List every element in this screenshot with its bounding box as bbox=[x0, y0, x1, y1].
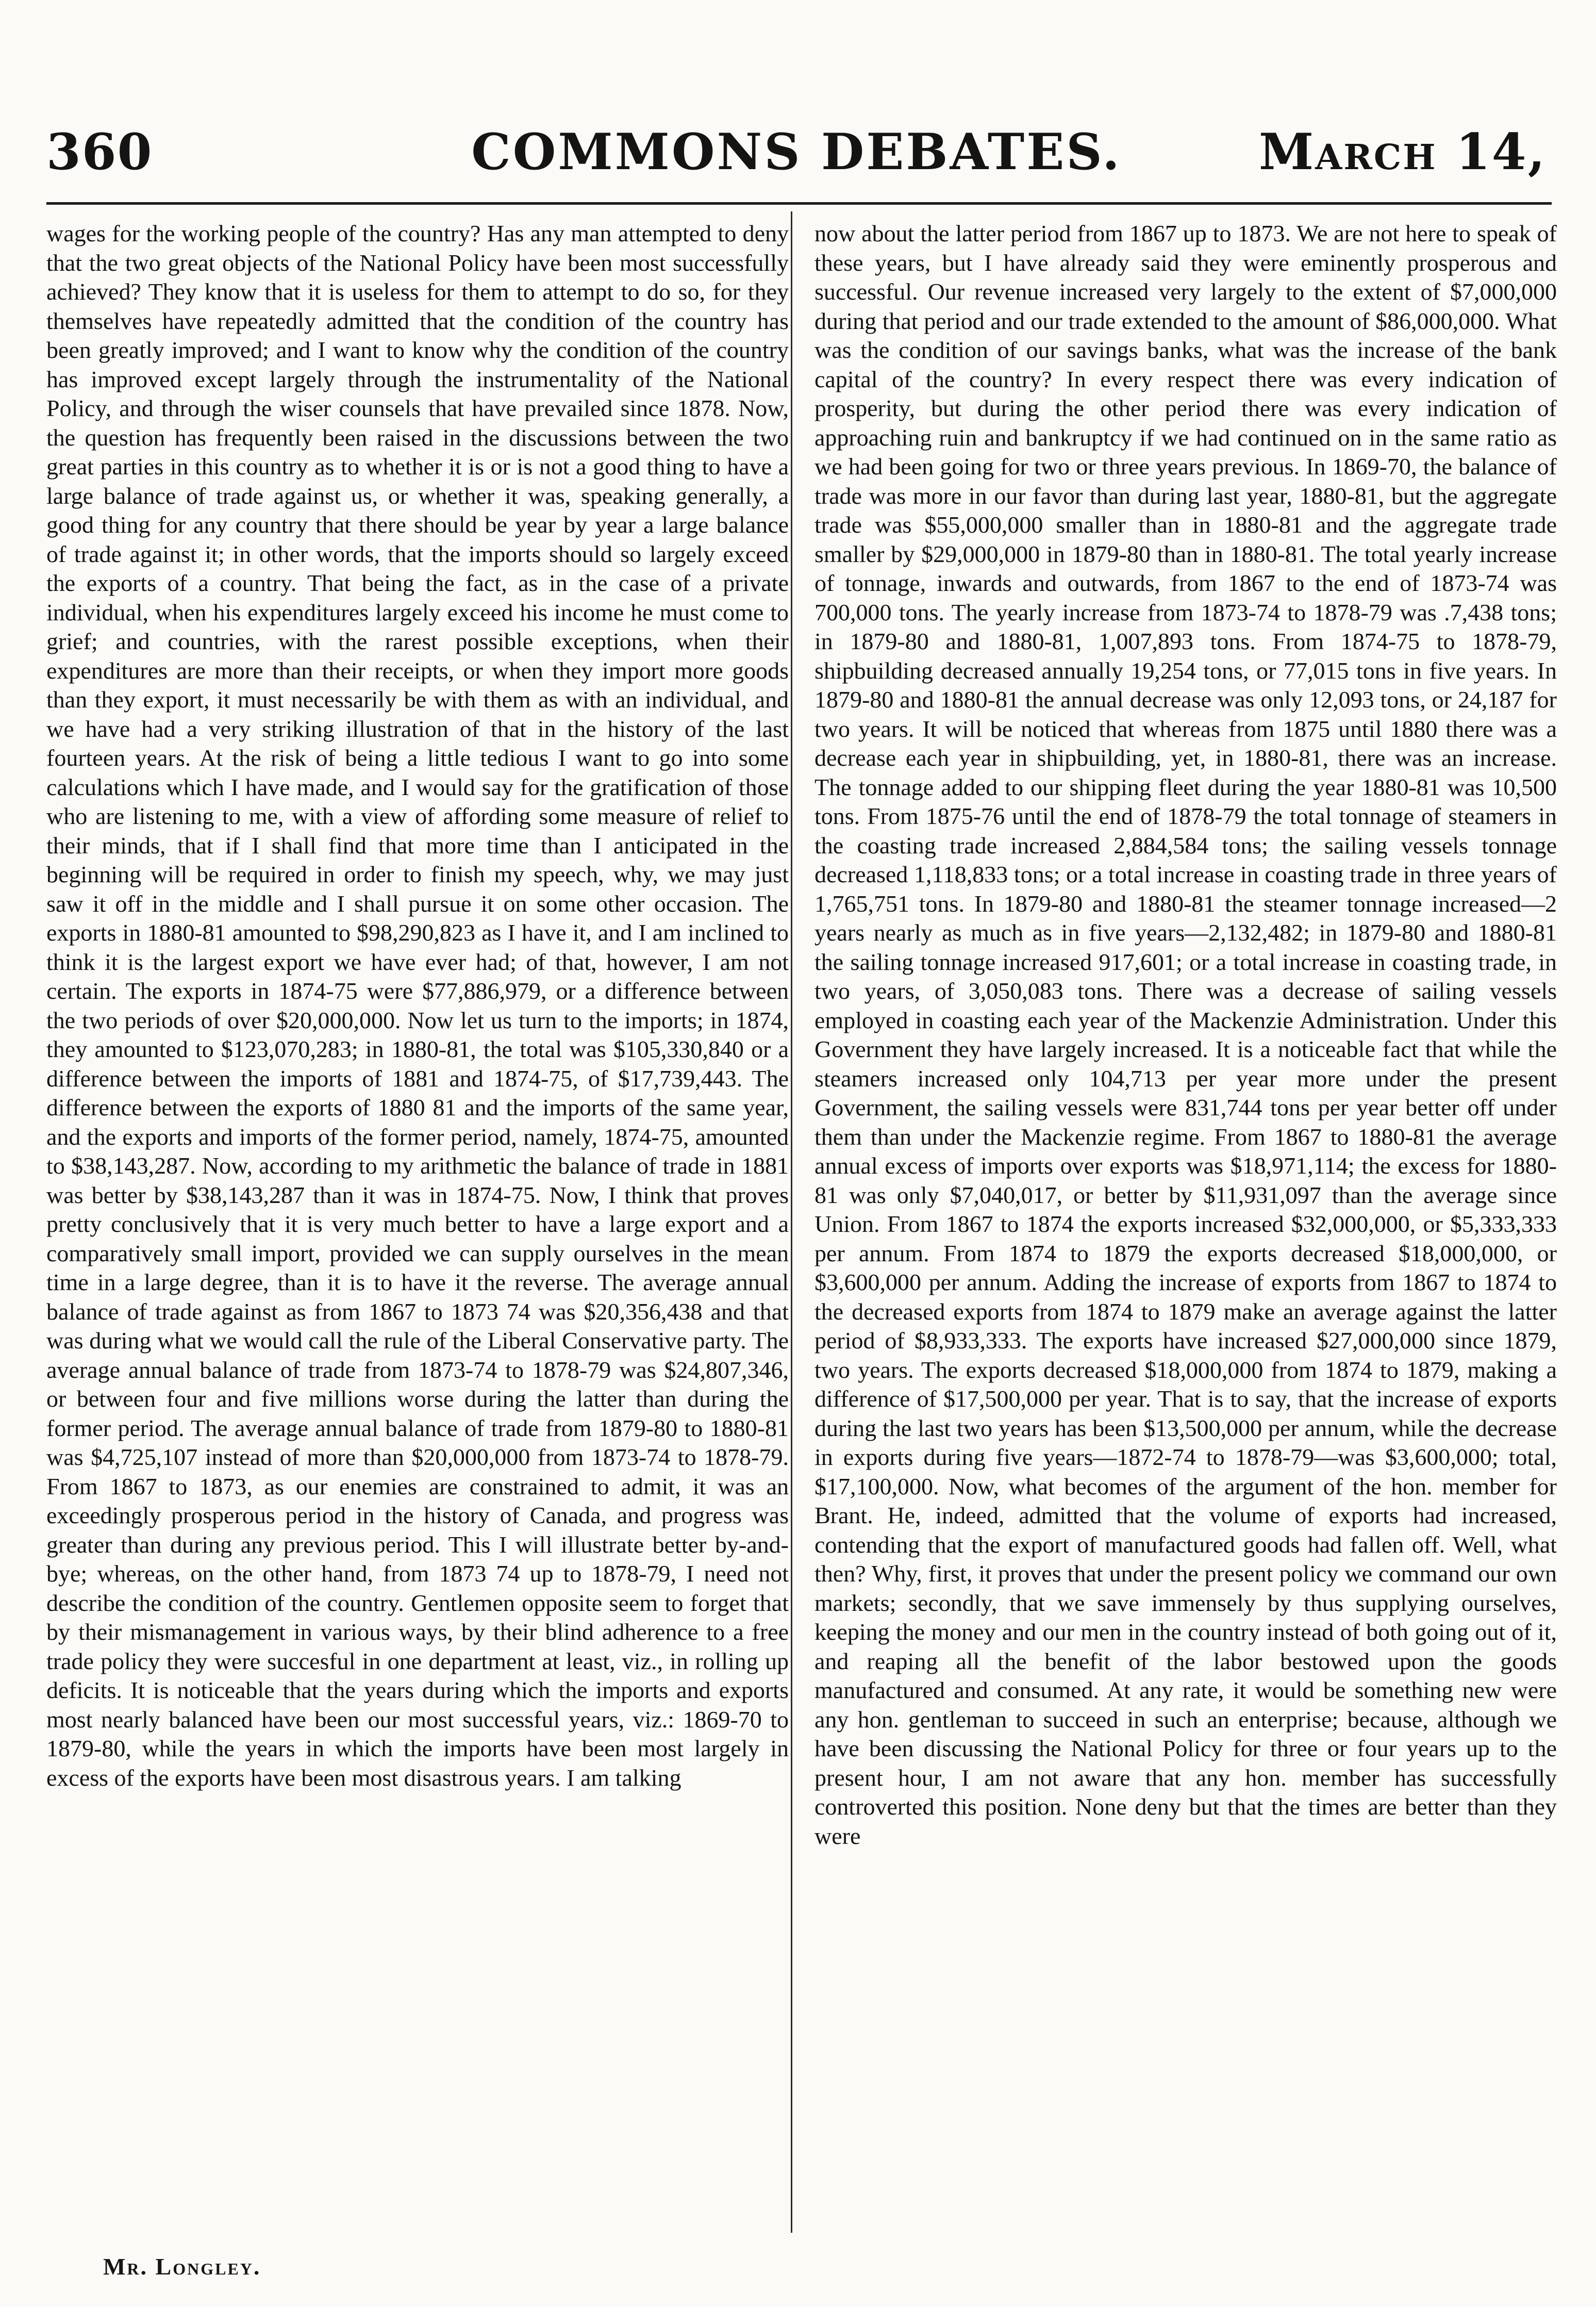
column-divider bbox=[791, 211, 792, 2233]
page-number: 360 bbox=[46, 123, 153, 181]
left-column bbox=[46, 219, 789, 2230]
left-column-text: wages for the working people of the country? Has any man attempted to deny that the two great objects of the National Policy have been most successfully achieved? They know that it is useless for them to attempt to do so, for they themselves have repeatedly admitted that the condition of the country has been greatly improved; and I want to know why the condition of the country has improved except largely through the instrumentality of the National Policy, and through the wiser counsels that have prevailed since 1878. Now, the question has frequently been raised in the discussions between the two great parties in this country as to whether it is or is not a good thing to have a large balance of trade against us, or whether it was, speaking generally, a good thing for any country that there should be year by year a large balance of trade against it; in other words, that the imports should so largely exceed the exports of a country. That being the fact, as in the case of a private individual, when his expenditures largely exceed his income he must come to grief; and countries, with the rarest possible exceptions, when their expenditures are more than their receipts, or when they import more goods than they export, it must necessarily be with them as with an individual, and we have had a very striking illustration of that in the history of the last fourteen years. At the risk of being a little tedious I want to go into some calculations which I have made, and I would say for the gratification of those who are listening to me, with a view of affording some measure of relief to their minds, that if I shall find that more time than I anticipated in the beginning will be required in order to finish my speech, why, we may just saw it off in the middle and I shall pursue it on some other occasion. The exports in 1880-81 amounted to $98,290,823 as I have it, and I am inclined to think it is the largest export we have ever had; of that, however, I am not certain. The exports in 1874-75 were $77,886,979, or a difference between the two periods of over $20,000,000. Now let us turn to the imports; in 1874, they amounted to $123,070,283; in 1880-81, the total was $105,330,840 or a difference between the imports of 1881 and 1874-75, of $17,739,443. The difference between the exports of 1880 81 and the imports of the same year, and the exports and imports of the former period, namely, 1874-75, amounted to $38,143,287. Now, according to my arithmetic the balance of trade in 1881 was better by $38,143,287 than it was in 1874-75. Now, I think that proves pretty conclusively that it is very much better to have a large export and a comparatively small import, provided we can supply ourselves in the mean time in a large degree, than it is to have it the reverse. The average annual balance of trade against as from 1867 to 1873 74 was $20,356,438 and that was during what we would call the rule of the Liberal Conservative party. The average annual balance of trade from 1873-74 to 1878-79 was $24,807,346, or between four and five millions worse during the latter than during the former period. The average annual balance of trade from 1879-80 to 1880-81 was $4,725,107 instead of more than $20,000,000 from 1873-74 to 1878-79. From 1867 to 1873, as our enemies are constrained to admit, it was an exceedingly prosperous period in the history of Canada, and progress was greater than during any previous period. This I will illustrate better by-and-bye; whereas, on the other hand, from 1873 74 up to 1878-79, I need not describe the condition of the country. Gentlemen opposite seem to forget that by their mismanagement in various ways, by their blind adherence to a free trade policy they were succesful in one department at least, viz., in rolling up deficits. It is noticeable that the years during which the imports and exports most nearly balanced have been our most successful years, viz.: 1869-70 to 1879-80, while the years in which the imports have been most largely in excess of the exports have been most disastrous years. I am talking bbox=[46, 220, 789, 1791]
header-rule bbox=[46, 202, 1552, 205]
page-date: March 14, bbox=[1259, 123, 1547, 181]
page-header bbox=[46, 119, 1547, 196]
speaker-name: Mr. Longley. bbox=[103, 2253, 261, 2280]
running-title: COMMONS DEBATES. bbox=[471, 123, 1122, 181]
right-column bbox=[814, 219, 1557, 2230]
right-column-text: now about the latter period from 1867 up to 1873. We are not here to speak of these years, but I have already said they were eminently prosperous and successful. Our revenue increased very largely to the extent of $7,000,000 during that period and our trade extended to the amount of $86,000,000. What was the condition of our savings banks, what was the increase of the bank capital of the country? In every respect there was every indication of prosperity, but during the other period there was every indication of approaching ruin and bankruptcy if we had continued on in the same ratio as we had been going for two or three years previous. In 1869-70, the balance of trade was more in our favor than during last year, 1880-81, but the aggregate trade was $55,000,000 smaller than in 1880-81 and the aggregate trade smaller by $29,000,000 in 1879-80 than in 1880-81. The total yearly increase of tonnage, inwards and outwards, from 1867 to the end of 1873-74 was 700,000 tons. The yearly increase from 1873-74 to 1878-79 was .7,438 tons; in 1879-80 and 1880-81, 1,007,893 tons. From 1874-75 to 1878-79, shipbuilding decreased annually 19,254 tons, or 77,015 tons in five years. In 1879-80 and 1880-81 the annual decrease was only 12,093 tons, or 24,187 for two years. It will be noticed that whereas from 1875 until 1880 there was a decrease each year in shipbuilding, yet, in 1880-81, there was an increase. The tonnage added to our shipping fleet during the year 1880-81 was 10,500 tons. From 1875-76 until the end of 1878-79 the total tonnage of steamers in the coasting trade increased 2,884,584 tons; the sailing vessels tonnage decreased 1,118,833 tons; or a total increase in coasting trade in three years of 1,765,751 tons. In 1879-80 and 1880-81 the steamer tonnage increased—2 years nearly as much as in five years—2,132,482; in 1879-80 and 1880-81 the sailing tonnage increased 917,601; or a total increase in coasting trade, in two years, of 3,050,083 tons. There was a decrease of sailing vessels employed in coasting each year of the Mackenzie Administration. Under this Government they have largely increased. It is a noticeable fact that while the steamers increased only 104,713 per year more under the present Government, the sailing vessels were 831,744 tons per year better off under them than under the Mackenzie regime. From 1867 to 1880-81 the average annual excess of imports over exports was $18,971,114; the excess for 1880-81 was only $7,040,017, or better by $11,931,097 than the average since Union. From 1867 to 1874 the exports increased $32,000,000, or $5,333,333 per annum. From 1874 to 1879 the exports decreased $18,000,000, or $3,600,000 per annum. Adding the increase of exports from 1867 to 1874 to the decreased exports from 1874 to 1879 make an average against the latter period of $8,933,333. The exports have increased $27,000,000 since 1879, two years. The exports decreased $18,000,000 from 1874 to 1879, making a difference of $17,500,000 per year. That is to say, that the increase of exports during the last two years has been $13,500,000 per annum, while the decrease in exports during five years—1872-74 to 1878-79—was $3,600,000; total, $17,100,000. Now, what becomes of the argument of the hon. member for Brant. He, indeed, admitted that the volume of exports had increased, contending that the export of manufactured goods had fallen off. Well, what then? Why, first, it proves that under the present policy we command our own markets; secondly, that we save immensely by thus supplying ourselves, keeping the money and our men in the country instead of both going out of it, and reaping all the benefit of the labor bestowed upon the goods manufactured and consumed. At any rate, it would be something new were any hon. gentleman to succeed in such an enterprise; because, although we have been discussing the National Policy for three or four years up to the present hour, I am not aware that any hon. member has successfully controverted this position. None deny but that the times are better than they were bbox=[814, 220, 1557, 1849]
